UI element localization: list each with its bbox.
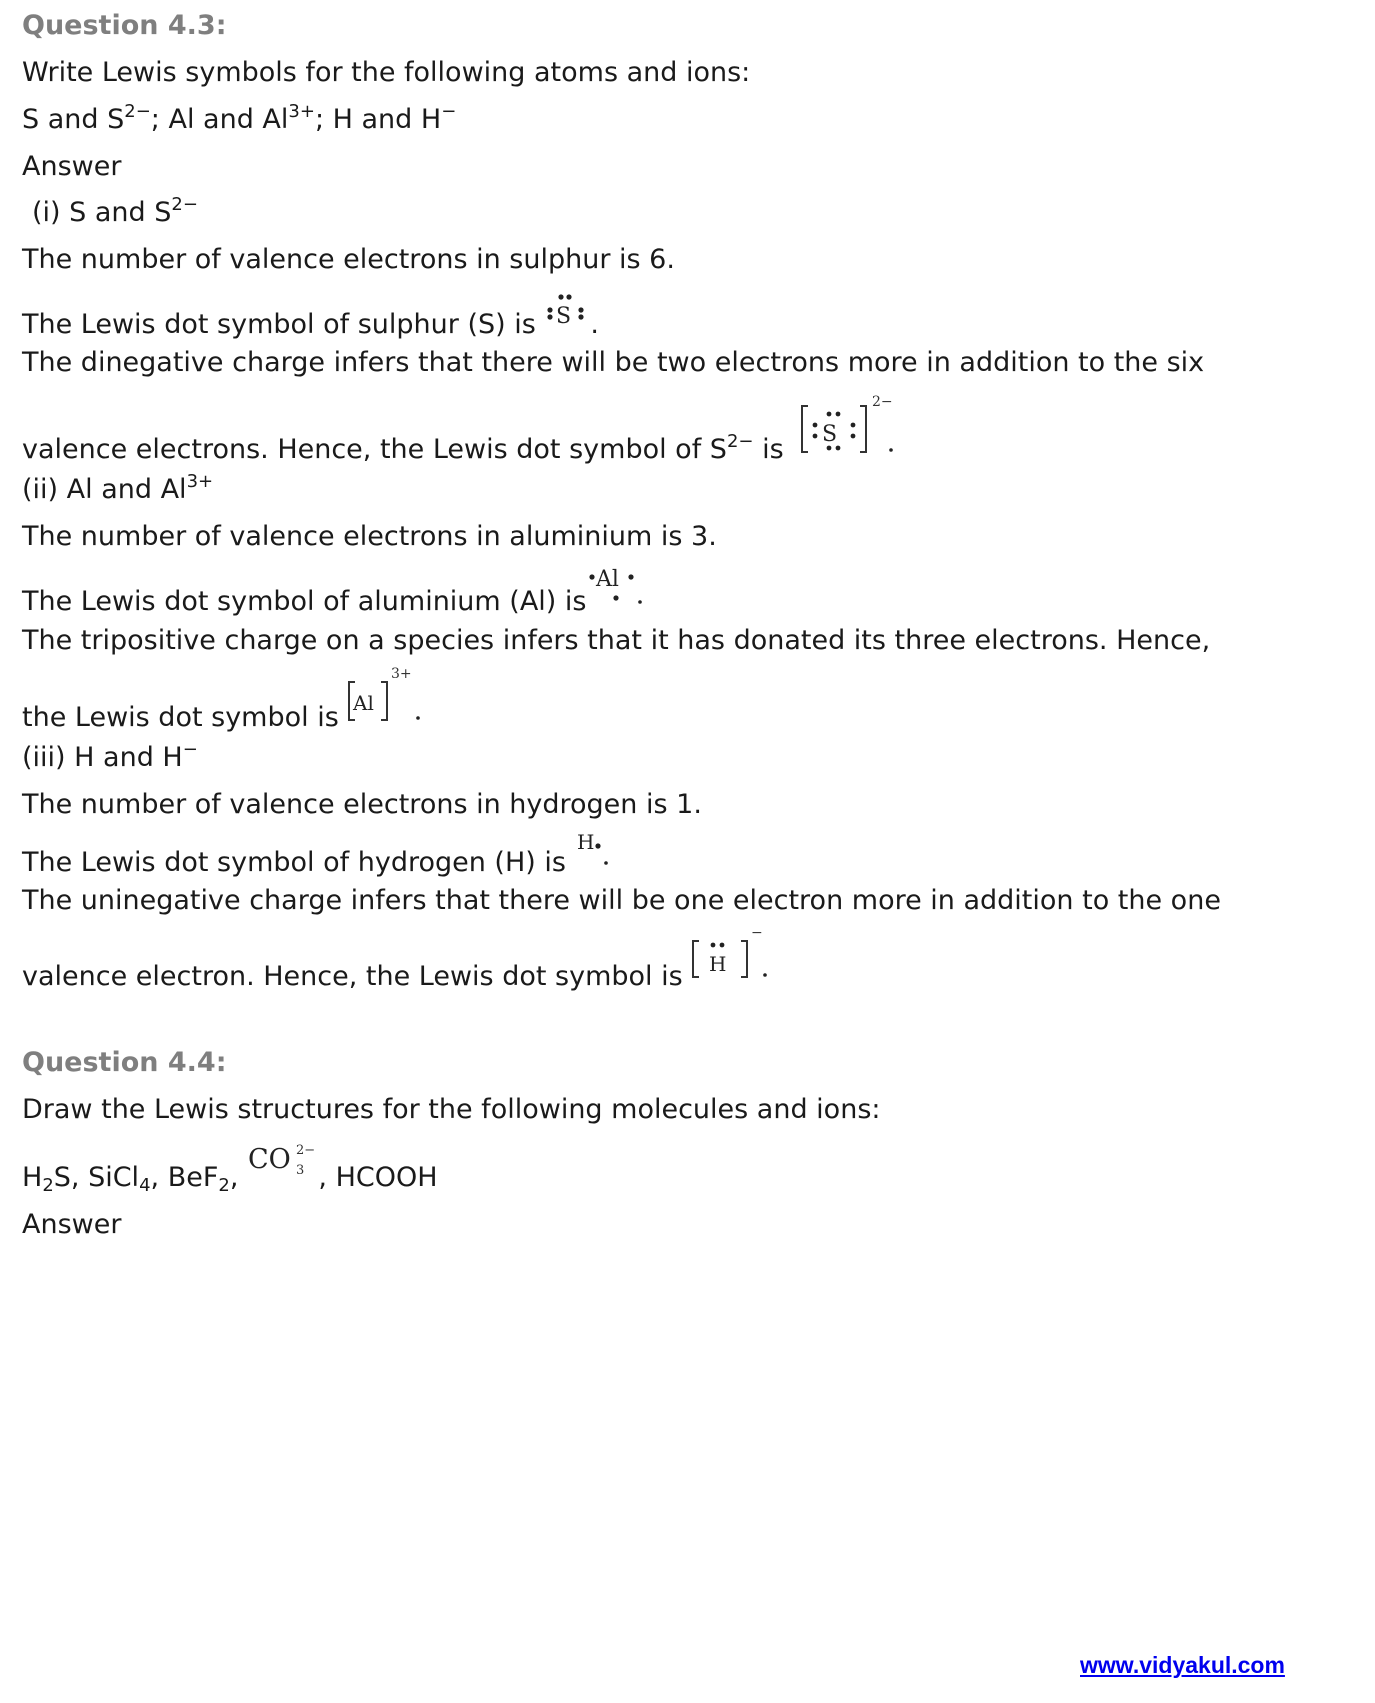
svg-text:−: − (751, 925, 763, 941)
svg-text:Al: Al (353, 691, 375, 715)
part-i-line-1: The number of valence electrons in sulphur is 6. (22, 244, 675, 275)
part-ii-heading: (ii) Al and $Al^{3+}$ (22, 471, 214, 505)
question-4-4-formulas: $H_2S$, SiCl$_4$, BeF$_2$, CO 2− 3 , HCOOH (22, 1143, 438, 1196)
aluminium-ion-lewis-symbol (347, 666, 431, 726)
part-ii-line-2: The Lewis dot symbol of aluminium (Al) is Al (22, 580, 643, 615)
svg-text:H: H (576, 830, 594, 854)
hydrogen-lewis-symbol (575, 830, 611, 871)
question-4-4-answer-label: Answer (22, 1209, 122, 1240)
aluminium-lewis-symbol (587, 567, 643, 610)
svg-text:2−: 2− (872, 394, 893, 410)
svg-text:S: S (822, 422, 838, 447)
svg-text:Al: Al (595, 567, 619, 592)
svg-text:3+: 3+ (391, 666, 413, 682)
part-i-line-3: The dinegative charge infers that there will be two electrons more in addition to the six (22, 347, 1205, 378)
part-i-line-4: valence electrons. Hence, the Lewis dot symbol of $S^{2-}$ is S 2− (22, 430, 898, 463)
part-ii-line-1: The number of valence electrons in aluminium is 3. (22, 521, 717, 552)
part-i-heading: (i) S and $S^{2-}$ (32, 194, 198, 228)
svg-text:H: H (709, 952, 727, 976)
sulphide-ion-lewis-symbol (798, 394, 898, 458)
sulphur-lewis-symbol (544, 303, 590, 333)
question-4-3-prompt: Write Lewis symbols for the following atoms and ions: (22, 57, 751, 88)
svg-text:S: S (556, 304, 572, 329)
question-4-4-prompt: Draw the Lewis structures for the following molecules and ions: (22, 1094, 881, 1125)
question-4-3-title: Question 4.3: (22, 10, 227, 41)
part-iii-line-2: The Lewis dot symbol of hydrogen (H) is H (22, 841, 611, 876)
vidyakul-website-link[interactable]: www.vidyakul.com (1080, 1652, 1285, 1678)
part-iii-line-1: The number of valence electrons in hydrogen is 1. (22, 789, 702, 820)
hydride-ion-lewis-symbol (691, 925, 775, 985)
svg-text:CO: CO (248, 1144, 292, 1175)
part-i-line-2: The Lewis dot symbol of sulphur (S) is S . (22, 303, 599, 338)
svg-text:2−: 2− (296, 1143, 316, 1158)
question-4-4-title: Question 4.4: (22, 1047, 227, 1078)
part-ii-line-3: The tripositive charge on a species infers that it has donated its three electrons. Hence, (22, 625, 1211, 656)
answer-label: Answer (22, 151, 122, 182)
part-iii-line-4: valence electron. Hence, the Lewis dot symbol is H − (22, 955, 775, 990)
svg-text:3: 3 (296, 1163, 305, 1178)
part-iii-line-3: The uninegative charge infers that there will be one electron more in addition to the one (22, 885, 1221, 916)
part-ii-line-4: the Lewis dot symbol is Al 3+ (22, 698, 431, 731)
question-4-3-species: S and $S^{2-}$; Al and $Al^{3+}$; H and H− (22, 101, 457, 135)
part-iii-heading: (iii) H and H− (22, 739, 198, 773)
carbonate-ion-formula (248, 1143, 318, 1186)
